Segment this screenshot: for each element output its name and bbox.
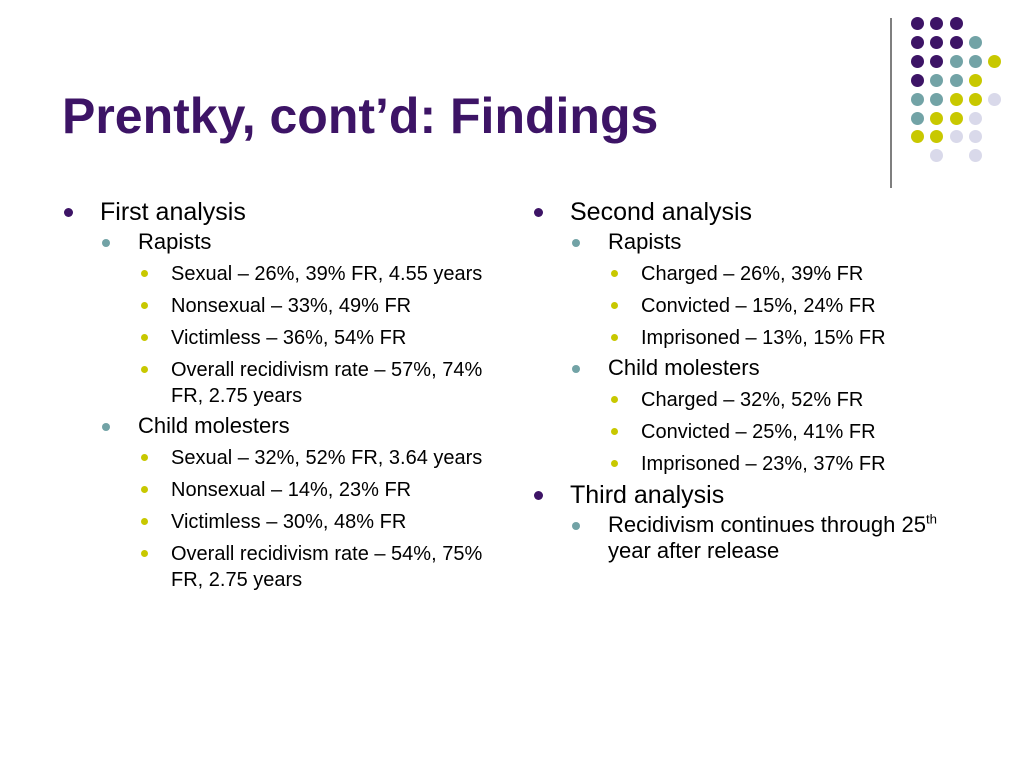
decor-dot: [969, 55, 982, 68]
bullet-icon: [141, 270, 148, 277]
decor-dot: [911, 112, 924, 125]
first-analysis-heading: First analysis: [100, 198, 246, 226]
bullet-icon: [611, 302, 618, 309]
list-item-text: Convicted – 25%, 41% FR: [641, 421, 876, 443]
decor-dot: [988, 93, 1001, 106]
second-analysis-item: [532, 198, 962, 477]
decor-dot: [930, 55, 943, 68]
list-item-text: Victimless – 36%, 54% FR: [171, 327, 407, 349]
list-item: [138, 325, 502, 351]
list-item: [138, 477, 502, 503]
ordinal-superscript: th: [925, 511, 937, 527]
decor-dot: [950, 93, 963, 106]
bullet-icon: [141, 454, 148, 461]
decor-dot: [930, 74, 943, 87]
rapists-item: [570, 229, 962, 351]
rapists-label: Rapists: [138, 229, 212, 254]
decor-dot: [930, 93, 943, 106]
decor-dot: [950, 55, 963, 68]
decor-dot: [950, 112, 963, 125]
list-item-text: Nonsexual – 14%, 23% FR: [171, 479, 412, 501]
rapists-label: Rapists: [608, 229, 682, 254]
decor-dot: [988, 55, 1001, 68]
decor-dot: [969, 93, 982, 106]
decor-dot: [969, 149, 982, 162]
decor-dot: [969, 112, 982, 125]
bullet-icon: [64, 208, 73, 217]
list-item: [138, 357, 502, 409]
child-molesters-item: [570, 355, 962, 477]
bullet-icon: [611, 428, 618, 435]
decor-dot: [969, 74, 982, 87]
decor-dot: [950, 17, 963, 30]
recidivism-text: [608, 512, 937, 563]
list-item: [138, 261, 502, 287]
decor-dot: [969, 130, 982, 143]
bullet-icon: [572, 365, 580, 373]
left-column: [62, 198, 502, 597]
bullet-icon: [611, 396, 618, 403]
bullet-icon: [611, 460, 618, 467]
recidivism-text-start: Recidivism continues through 25: [608, 512, 926, 537]
recidivism-item: [570, 512, 962, 564]
decor-dot: [930, 149, 943, 162]
third-analysis-item: [532, 481, 962, 564]
title-divider-line: [890, 18, 892, 188]
bullet-icon: [141, 486, 148, 493]
bullet-icon: [141, 366, 148, 373]
list-item: [608, 387, 962, 413]
bullet-icon: [534, 208, 543, 217]
decor-dot: [911, 36, 924, 49]
decor-dot: [930, 112, 943, 125]
list-item-text: Overall recidivism rate – 57%, 74% FR, 2.75 years: [171, 359, 483, 407]
decor-dot: [911, 55, 924, 68]
list-item: [608, 325, 962, 351]
bullet-icon: [611, 270, 618, 277]
decor-dot: [950, 36, 963, 49]
bullet-icon: [102, 423, 110, 431]
decor-dot: [911, 74, 924, 87]
list-item-text: Imprisoned – 23%, 37% FR: [641, 453, 886, 475]
decor-dot: [911, 17, 924, 30]
second-analysis-heading: Second analysis: [570, 198, 753, 226]
list-item: [608, 451, 962, 477]
right-column: [532, 198, 962, 568]
list-item-text: Victimless – 30%, 48% FR: [171, 511, 407, 533]
first-analysis-item: [62, 198, 502, 593]
decor-dot: [969, 36, 982, 49]
bullet-icon: [141, 334, 148, 341]
list-item: [138, 445, 502, 471]
decor-dot: [950, 74, 963, 87]
decor-dot: [911, 93, 924, 106]
decor-dot: [930, 17, 943, 30]
child-molesters-label: Child molesters: [608, 355, 760, 380]
list-item-text: Charged – 26%, 39% FR: [641, 263, 864, 285]
bullet-icon: [141, 302, 148, 309]
decor-dot: [930, 130, 943, 143]
recidivism-text-end: year after release: [608, 538, 780, 563]
list-item: [608, 419, 962, 445]
list-item-text: Sexual – 26%, 39% FR, 4.55 years: [171, 263, 483, 285]
list-item: [138, 509, 502, 535]
child-molesters-item: [100, 413, 502, 593]
rapists-item: [100, 229, 502, 409]
decor-dot: [930, 36, 943, 49]
list-item: [608, 261, 962, 287]
list-item-text: Sexual – 32%, 52% FR, 3.64 years: [171, 447, 483, 469]
bullet-icon: [572, 522, 580, 530]
list-item: [608, 293, 962, 319]
bullet-icon: [141, 550, 148, 557]
bullet-icon: [102, 239, 110, 247]
bullet-icon: [572, 239, 580, 247]
list-item-text: Convicted – 15%, 24% FR: [641, 295, 876, 317]
decor-dot: [950, 130, 963, 143]
bullet-icon: [611, 334, 618, 341]
list-item: [138, 541, 502, 593]
list-item-text: Charged – 32%, 52% FR: [641, 389, 864, 411]
list-item: [138, 293, 502, 319]
slide-title: Prentky, cont’d: Findings: [62, 88, 659, 144]
list-item-text: Overall recidivism rate – 54%, 75% FR, 2.75 years: [171, 543, 483, 591]
child-molesters-label: Child molesters: [138, 413, 290, 438]
bullet-icon: [534, 491, 543, 500]
bullet-icon: [141, 518, 148, 525]
third-analysis-heading: Third analysis: [570, 481, 725, 509]
list-item-text: Imprisoned – 13%, 15% FR: [641, 327, 886, 349]
list-item-text: Nonsexual – 33%, 49% FR: [171, 295, 412, 317]
decor-dot: [911, 130, 924, 143]
